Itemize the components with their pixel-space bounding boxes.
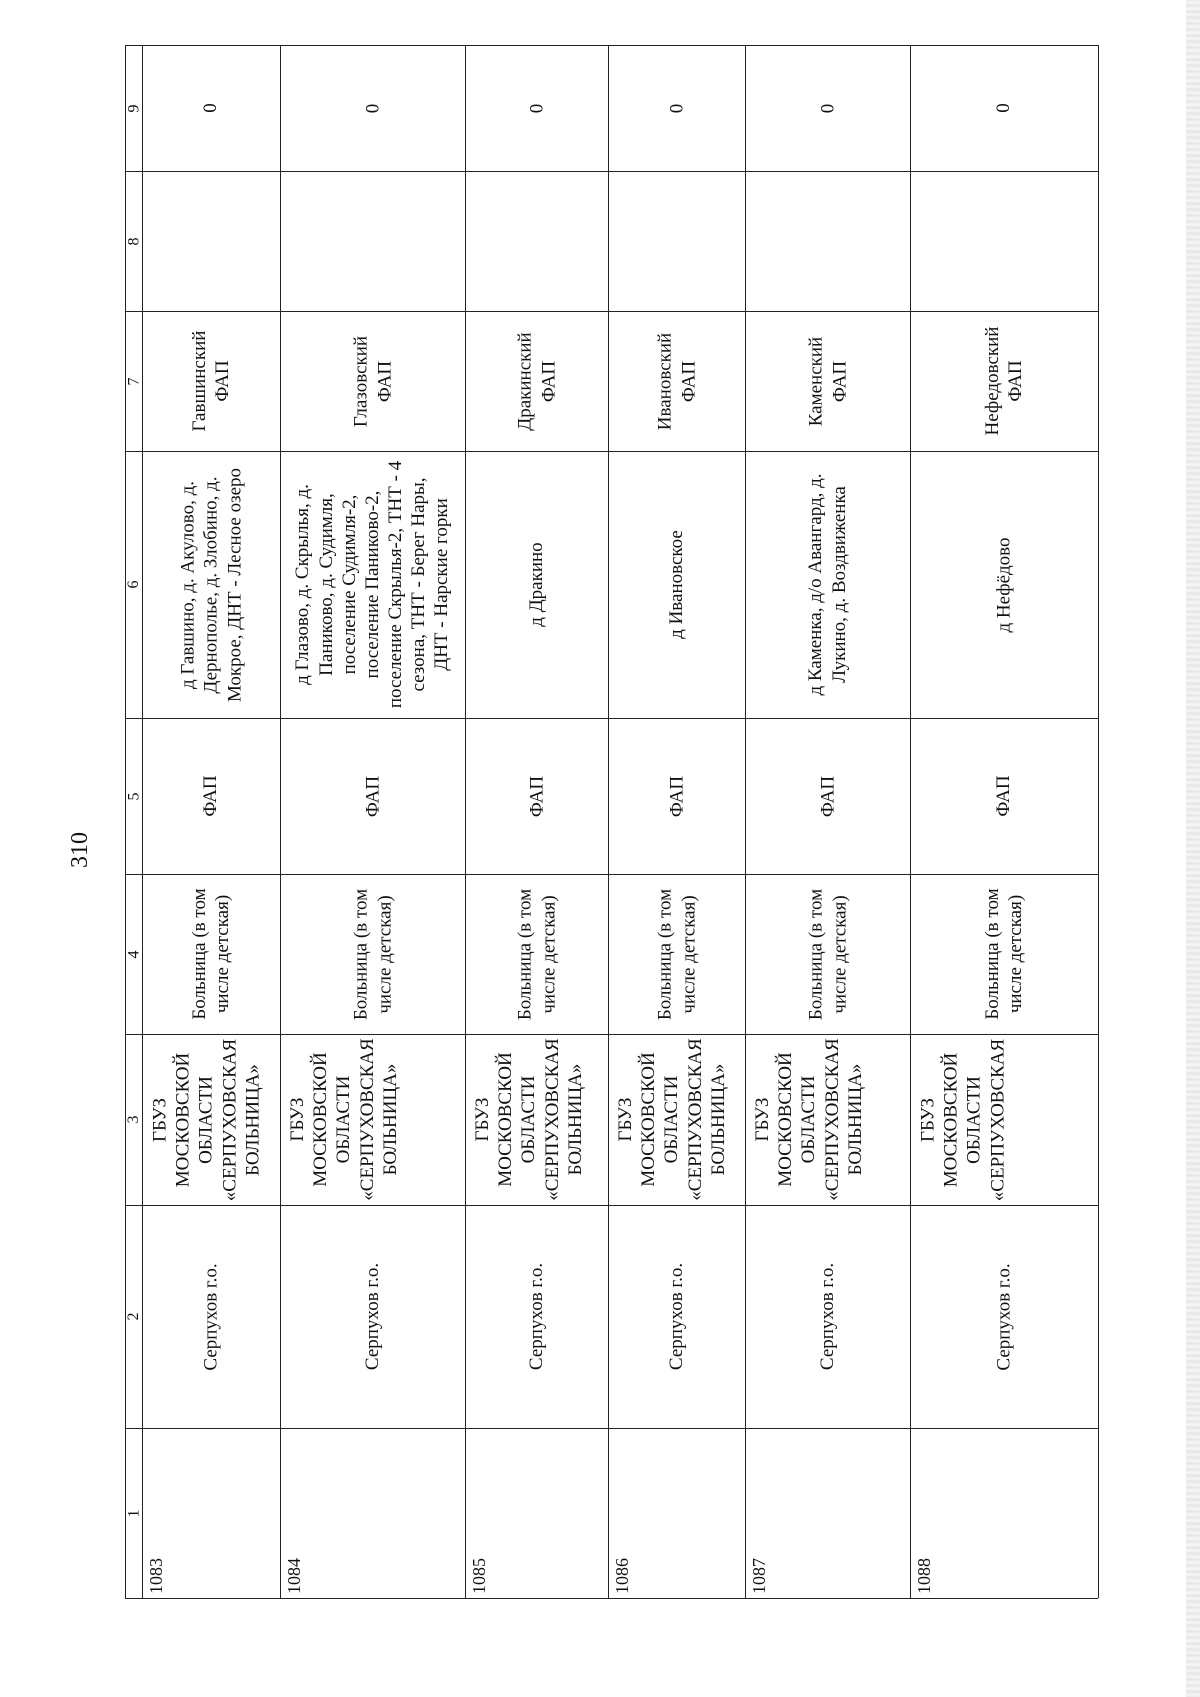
cell-c3: ГБУЗ МОСКОВСКОЙ ОБЛАСТИ «СЕРПУХОВСКАЯ БОЛЬНИЦА» <box>472 1038 586 1201</box>
cell-c8 <box>916 177 1092 305</box>
cell-c9: 0 <box>816 103 838 113</box>
row-divider <box>745 45 746 1598</box>
cell-c3: ГБУЗ МОСКОВСКОЙ ОБЛАСТИ «СЕРПУХОВСКАЯ БОЛЬНИЦА» <box>149 1038 263 1201</box>
column-divider <box>125 171 1098 172</box>
cell-c5: ФАП <box>525 775 547 817</box>
cell-c4: Больница (в том числе детская) <box>654 888 699 1020</box>
column-divider <box>125 45 1098 46</box>
cell-c6: д Нефёдово <box>993 536 1015 633</box>
cell-c3: ГБУЗ МОСКОВСКОЙ ОБЛАСТИ «СЕРПУХОВСКАЯ БОЛЬНИЦА» <box>752 1038 866 1201</box>
cell-c8 <box>614 177 739 305</box>
row-number: 1088 <box>914 1558 934 1594</box>
cell-c6: д Дракино <box>525 542 547 627</box>
cell-c9: 0 <box>525 103 547 113</box>
cell-c8 <box>471 177 602 305</box>
cell-c5: ФАП <box>361 775 383 817</box>
column-divider <box>125 451 1098 452</box>
row-number: 1083 <box>146 1558 166 1594</box>
column-divider <box>125 1598 1098 1599</box>
cell-c4: Больница (в том числе детская) <box>188 888 233 1020</box>
cell-c2: Серпухов г.о. <box>200 1262 222 1371</box>
column-header: 8 <box>124 237 142 245</box>
column-header: 1 <box>124 1509 142 1517</box>
column-divider <box>125 1205 1098 1206</box>
cell-c3: ГБУЗ МОСКОВСКОЙ ОБЛАСТИ «СЕРПУХОВСКАЯ БОЛЬНИЦА» <box>615 1038 729 1201</box>
data-table <box>125 45 1100 1598</box>
cell-c5: ФАП <box>665 775 687 817</box>
cell-c7: Каменский ФАП <box>805 336 850 426</box>
cell-c7: Нефедовский ФАП <box>981 326 1026 436</box>
column-divider <box>125 1034 1098 1035</box>
column-divider <box>125 311 1098 312</box>
column-divider <box>125 874 1098 875</box>
cell-c2: Серпухов г.о. <box>361 1262 383 1371</box>
column-header: 7 <box>124 377 142 385</box>
column-header: 4 <box>124 950 142 958</box>
cell-c7: Гавшинский ФАП <box>188 330 233 432</box>
cell-c9: 0 <box>993 103 1015 113</box>
cell-c4: Больница (в том числе детская) <box>805 888 850 1020</box>
cell-c8 <box>286 177 459 305</box>
cell-c5: ФАП <box>816 775 838 817</box>
cell-c6: д Ивановское <box>665 530 687 639</box>
cell-c7: Дракинский ФАП <box>514 331 559 431</box>
cell-c3: ГБУЗ МОСКОВСКОЙ ОБЛАСТИ «СЕРПУХОВСКАЯ БОЛЬНИЦА» <box>287 1038 401 1201</box>
column-divider <box>125 718 1098 719</box>
cell-c4: Больница (в том числе детская) <box>514 888 559 1020</box>
column-header: 9 <box>124 104 142 112</box>
cell-c6: д Каменка, д/о Авангард, д. Лукино, д. Воздвиженка <box>805 473 850 696</box>
cell-c5: ФАП <box>200 775 222 817</box>
row-divider <box>280 45 281 1598</box>
column-header: 3 <box>124 1115 142 1124</box>
cell-c9: 0 <box>361 103 383 113</box>
cell-c4: Больница (в том числе детская) <box>981 888 1026 1020</box>
page-number: 310 <box>67 832 93 868</box>
cell-c6: д Глазово, д. Скрылья, д. Паниково, д. Судимля, поселение Судимля-2, поселение Паниково-2, поселение Скрылья-2, ТНТ - 4 сезона, ТНТ - Берег Нары, ДНТ - Нарские горки <box>292 460 453 709</box>
cell-c2: Серпухов г.о. <box>993 1262 1015 1371</box>
column-header: 5 <box>124 792 142 800</box>
column-divider <box>125 1428 1098 1429</box>
column-header: 2 <box>124 1312 142 1321</box>
cell-c7: Глазовский ФАП <box>350 335 395 427</box>
cell-c6: д Гавшино, д. Акулово, д. Дернополье, д. Злобино, д. Мокрое, ДНТ - Лесное озеро <box>177 467 245 702</box>
row-divider <box>910 45 911 1598</box>
scan-edge <box>1186 0 1200 1697</box>
cell-c2: Серпухов г.о. <box>525 1262 547 1371</box>
cell-c9: 0 <box>200 103 222 113</box>
cell-c2: Серпухов г.о. <box>816 1262 838 1371</box>
cell-c4: Больница (в том числе детская) <box>350 888 395 1020</box>
row-number: 1084 <box>284 1558 304 1594</box>
cell-c8 <box>751 177 904 305</box>
row-number: 1087 <box>749 1558 769 1594</box>
cell-c2: Серпухов г.о. <box>665 1262 687 1371</box>
cell-c8 <box>148 177 274 305</box>
row-number: 1086 <box>612 1558 632 1594</box>
row-divider <box>465 45 466 1598</box>
row-divider <box>1098 45 1099 1598</box>
cell-c3: ГБУЗ МОСКОВСКОЙ ОБЛАСТИ «СЕРПУХОВСКАЯ <box>917 1038 1008 1201</box>
cell-c9: 0 <box>665 103 687 113</box>
row-number: 1085 <box>469 1558 489 1594</box>
cell-c5: ФАП <box>993 775 1015 817</box>
cell-c7: Ивановский ФАП <box>654 332 699 430</box>
row-divider <box>608 45 609 1598</box>
column-header: 6 <box>124 580 142 589</box>
